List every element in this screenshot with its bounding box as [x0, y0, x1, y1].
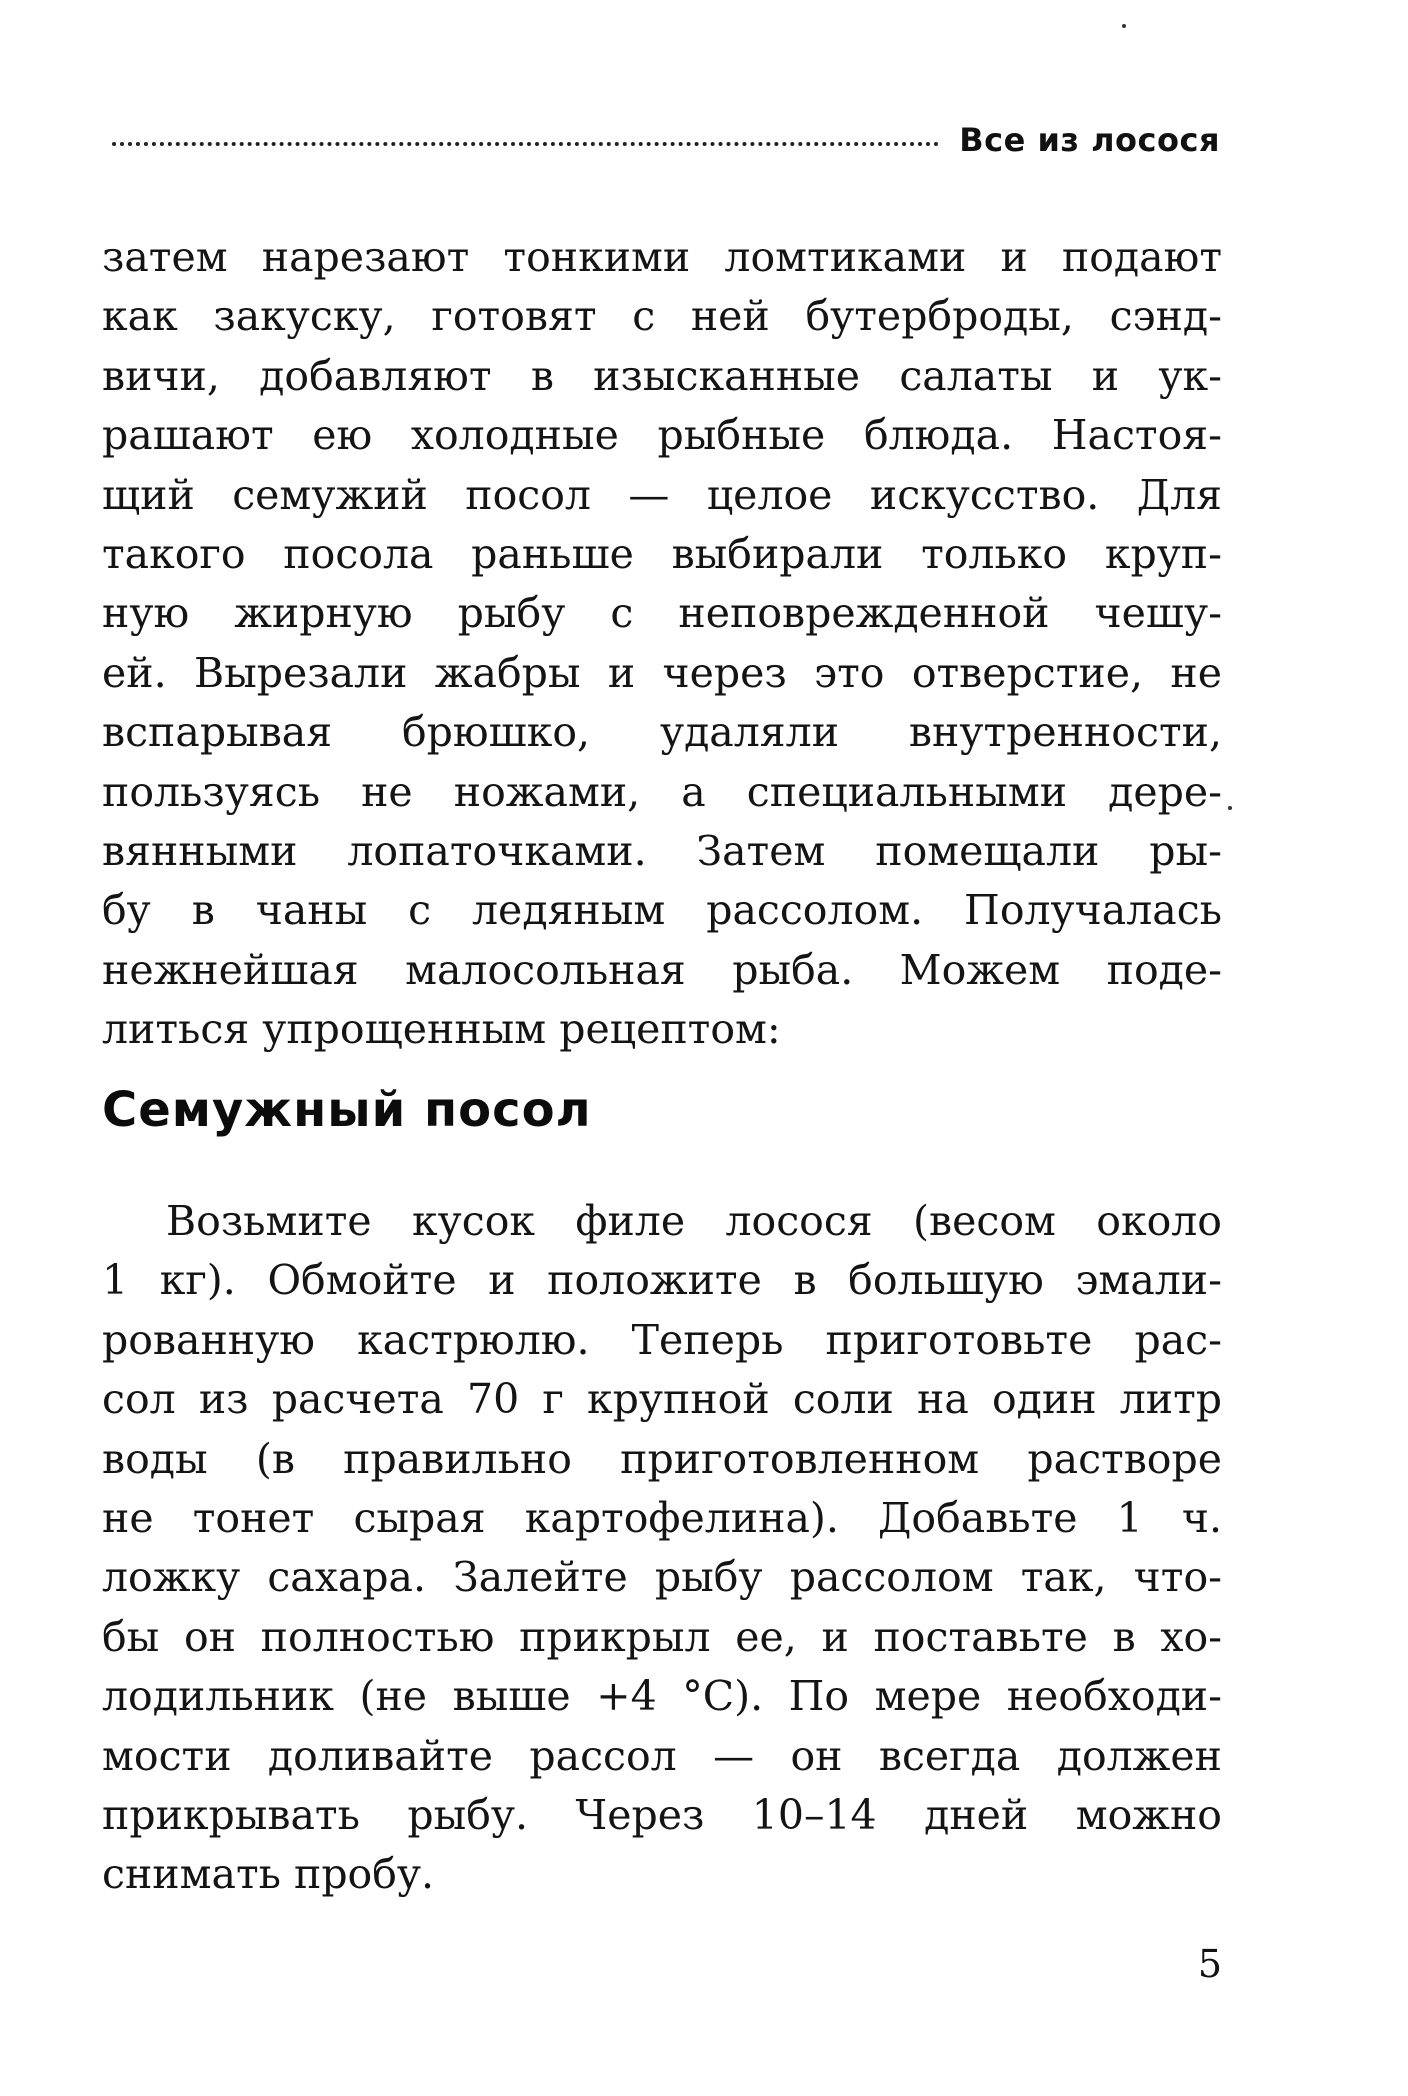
text-line: затем нарезают тонкими ломтиками и подают [102, 233, 1222, 281]
text-line: пользуясь не ножами, а специальными дере- [102, 767, 1222, 816]
text-line: 1 кг). Обмойте и положите в большую эмали- [102, 1256, 1222, 1305]
text-line: ложку сахара. Залейте рыбу рассолом так, что- [102, 1553, 1222, 1602]
text-line: прикрывать рыбу. Через 10–14 дней можно [102, 1790, 1222, 1839]
text-line: бы он полностью прикрыл ее, и поставьте в хо- [102, 1612, 1222, 1661]
text-line: щий семужий посол — целое искусство. Для [102, 470, 1222, 519]
recipe-paragraph [102, 1192, 1222, 1905]
text-line: рованную кастрюлю. Теперь приготовьте рас- [102, 1315, 1222, 1364]
recipe-title: Семужный посол [102, 1082, 592, 1138]
text-line: бу в чаны с ледяным рассолом. Получалась [102, 886, 1222, 935]
text-line: воды (в правильно приготовленном растворе [102, 1434, 1222, 1483]
text-line: Возьмите кусок филе лосося (весом около [166, 1197, 1222, 1245]
text-line: ную жирную рыбу с неповрежденной чешу- [102, 589, 1222, 638]
text-line: сол из расчета 70 г крупной соли на один литр [102, 1375, 1222, 1424]
text-line: как закуску, готовят с ней бутерброды, сэнд- [102, 292, 1222, 341]
header-dot-leader [112, 142, 939, 146]
text-line: рашают ею холодные рыбные блюда. Настоя- [102, 411, 1222, 460]
text-line: мости доливайте рассол — он всегда должен [102, 1731, 1222, 1780]
text-line: вичи, добавляют в изысканные салаты и ук- [102, 351, 1222, 400]
scan-speck [1228, 806, 1232, 810]
text-line: ей. Вырезали жабры и через это отверстие, не [102, 648, 1222, 697]
text-line: литься упрощенным рецептом: [102, 1005, 781, 1054]
page-number: 5 [1197, 1942, 1222, 1986]
running-title: Все из лосося [959, 121, 1220, 159]
intro-paragraph [102, 228, 1222, 1059]
scan-speck [1122, 24, 1126, 28]
text-line: снимать пробу. [102, 1850, 435, 1899]
text-line: не тонет сырая картофелина). Добавьте 1 ч. [102, 1493, 1222, 1542]
text-line: вспарывая брюшко, удаляли внутренности, [102, 708, 1222, 757]
text-line: вянными лопаточками. Затем помещали ры- [102, 826, 1222, 875]
text-line: лодильник (не выше +4 °С). По мере необходи- [102, 1672, 1222, 1721]
text-line: нежнейшая малосольная рыба. Можем поде- [102, 945, 1222, 994]
running-header [112, 118, 1220, 162]
text-line: такого посола раньше выбирали только круп- [102, 529, 1222, 578]
